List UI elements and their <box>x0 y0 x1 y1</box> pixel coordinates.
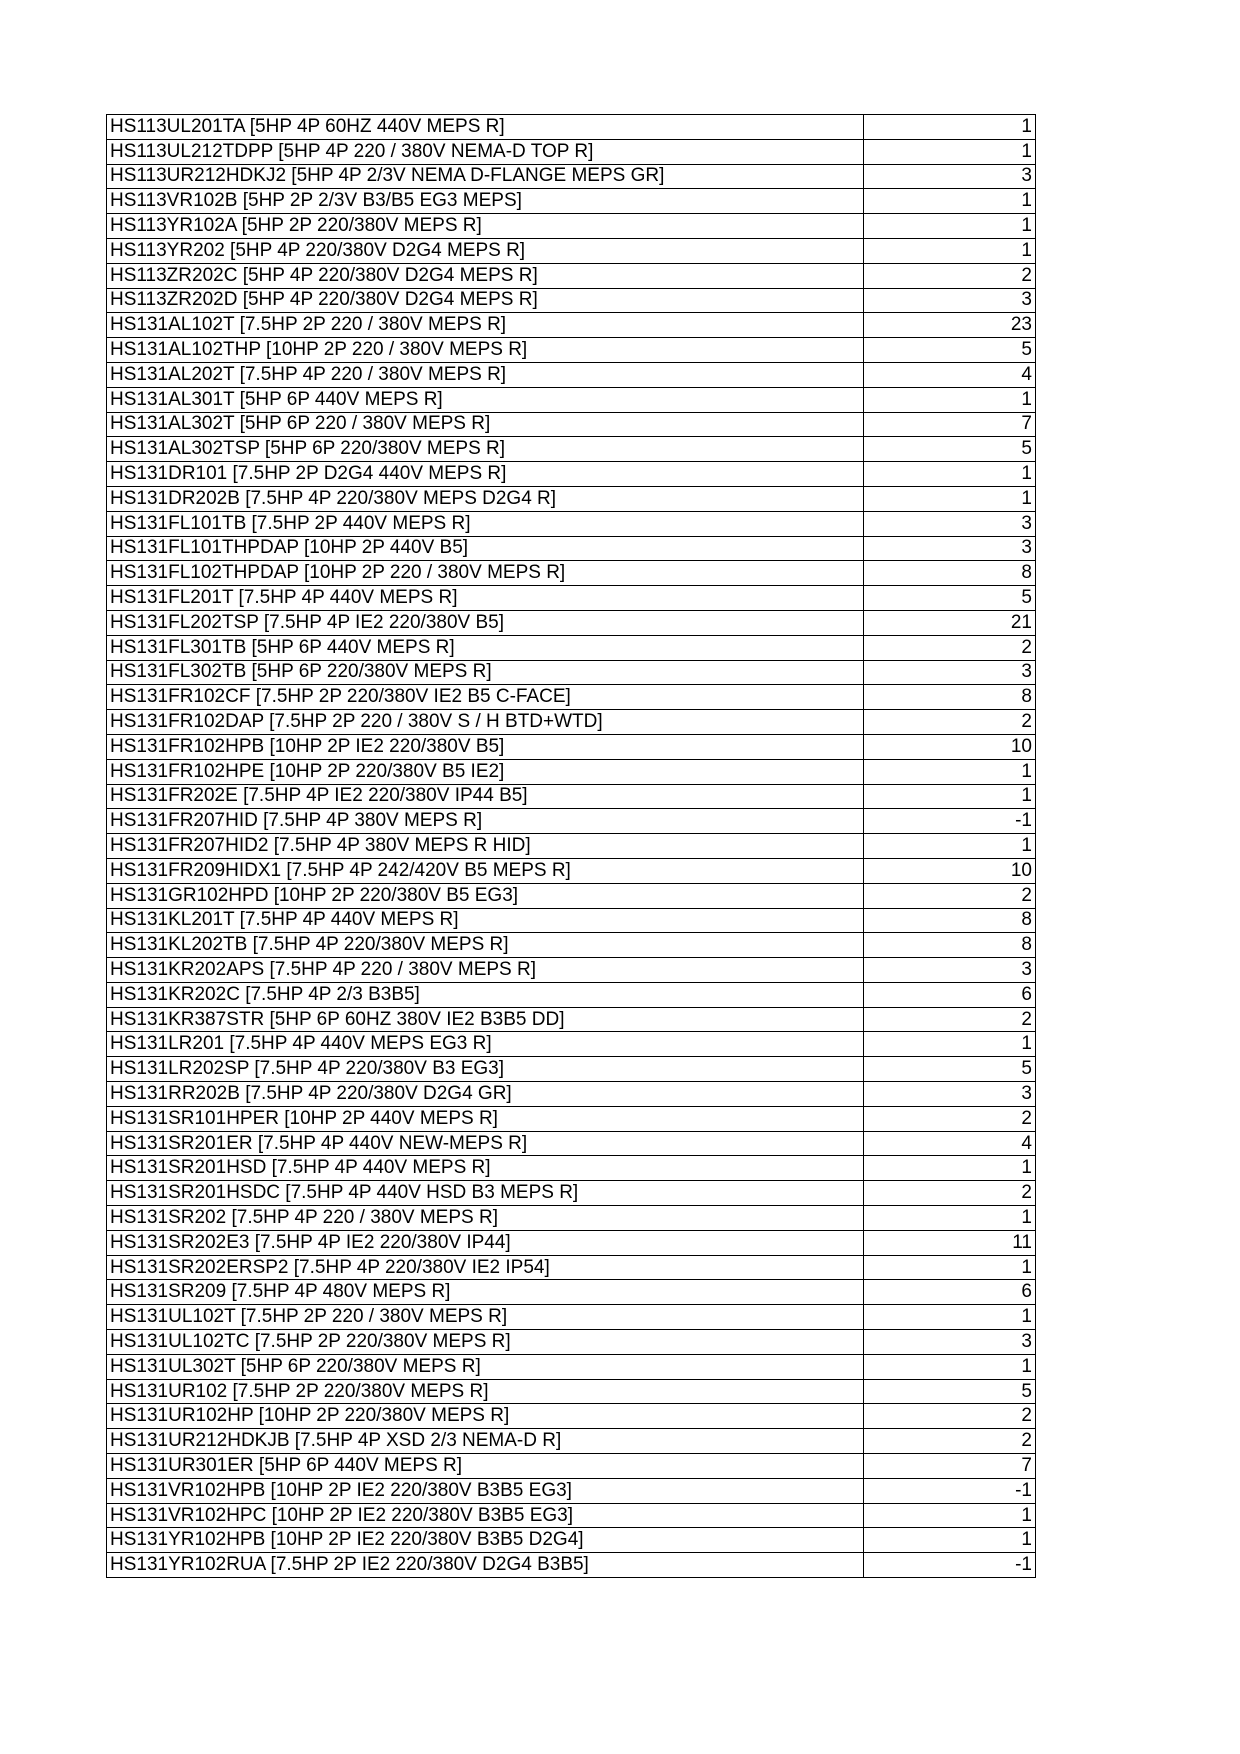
table-row <box>107 660 1036 685</box>
item-description-cell: HS131UR102HP [10HP 2P 220/380V MEPS R] <box>107 1404 864 1429</box>
item-quantity-cell: 1 <box>864 1354 1036 1379</box>
item-quantity-cell: 2 <box>864 1429 1036 1454</box>
item-description-cell: HS131UR102 [7.5HP 2P 220/380V MEPS R] <box>107 1379 864 1404</box>
item-quantity-cell: 10 <box>864 734 1036 759</box>
table-row <box>107 1106 1036 1131</box>
item-description-cell: HS131UR301ER [5HP 6P 440V MEPS R] <box>107 1454 864 1479</box>
item-quantity-cell: 11 <box>864 1230 1036 1255</box>
item-description-cell: HS131GR102HPD [10HP 2P 220/380V B5 EG3] <box>107 883 864 908</box>
item-description-cell: HS131UR212HDKJB [7.5HP 4P XSD 2/3 NEMA-D R] <box>107 1429 864 1454</box>
item-quantity-cell: 1 <box>864 1032 1036 1057</box>
item-description-cell: HS131FR209HIDX1 [7.5HP 4P 242/420V B5 MEPS R] <box>107 858 864 883</box>
table-row <box>107 1156 1036 1181</box>
table-row <box>107 635 1036 660</box>
item-description-cell: HS131KR202APS [7.5HP 4P 220 / 380V MEPS R] <box>107 958 864 983</box>
item-description-cell: HS113VR102B [5HP 2P 2/3V B3/B5 EG3 MEPS] <box>107 189 864 214</box>
item-quantity-cell: 8 <box>864 908 1036 933</box>
item-quantity-cell: 1 <box>864 759 1036 784</box>
item-quantity-cell: 4 <box>864 1131 1036 1156</box>
item-description-cell: HS131FL202TSP [7.5HP 4P IE2 220/380V B5] <box>107 610 864 635</box>
table-row <box>107 710 1036 735</box>
table-row <box>107 313 1036 338</box>
table-row <box>107 1354 1036 1379</box>
table-row <box>107 1032 1036 1057</box>
item-quantity-cell: 1 <box>864 462 1036 487</box>
item-quantity-cell: 1 <box>864 214 1036 239</box>
table-row <box>107 784 1036 809</box>
item-description-cell: HS131AL102T [7.5HP 2P 220 / 380V MEPS R] <box>107 313 864 338</box>
table-row <box>107 908 1036 933</box>
item-quantity-cell: 3 <box>864 958 1036 983</box>
inventory-table-body <box>107 115 1036 1578</box>
table-row <box>107 1553 1036 1578</box>
table-row <box>107 288 1036 313</box>
table-row <box>107 958 1036 983</box>
item-description-cell: HS131SR202ERSP2 [7.5HP 4P 220/380V IE2 IP54] <box>107 1255 864 1280</box>
item-quantity-cell: 8 <box>864 685 1036 710</box>
item-quantity-cell: 3 <box>864 660 1036 685</box>
table-row <box>107 1330 1036 1355</box>
item-quantity-cell: 10 <box>864 858 1036 883</box>
table-row <box>107 1206 1036 1231</box>
item-description-cell: HS131DR101 [7.5HP 2P D2G4 440V MEPS R] <box>107 462 864 487</box>
item-description-cell: HS131LR202SP [7.5HP 4P 220/380V B3 EG3] <box>107 1057 864 1082</box>
item-quantity-cell: 1 <box>864 1528 1036 1553</box>
item-description-cell: HS131FR102HPB [10HP 2P IE2 220/380V B5] <box>107 734 864 759</box>
table-row <box>107 511 1036 536</box>
item-description-cell: HS113UL201TA [5HP 4P 60HZ 440V MEPS R] <box>107 115 864 140</box>
table-row <box>107 933 1036 958</box>
table-row <box>107 610 1036 635</box>
table-row <box>107 809 1036 834</box>
table-row <box>107 1057 1036 1082</box>
table-row <box>107 338 1036 363</box>
item-description-cell: HS131VR102HPC [10HP 2P IE2 220/380V B3B5 EG3] <box>107 1503 864 1528</box>
table-row <box>107 462 1036 487</box>
item-quantity-cell: 5 <box>864 437 1036 462</box>
item-description-cell: HS131AL102THP [10HP 2P 220 / 380V MEPS R] <box>107 338 864 363</box>
item-description-cell: HS131FL302TB [5HP 6P 220/380V MEPS R] <box>107 660 864 685</box>
table-row <box>107 263 1036 288</box>
table-row <box>107 1478 1036 1503</box>
inventory-table <box>106 114 1036 1578</box>
item-description-cell: HS131AL301T [5HP 6P 440V MEPS R] <box>107 387 864 412</box>
item-quantity-cell: 2 <box>864 710 1036 735</box>
item-description-cell: HS131UL302T [5HP 6P 220/380V MEPS R] <box>107 1354 864 1379</box>
table-row <box>107 834 1036 859</box>
item-quantity-cell: 2 <box>864 1404 1036 1429</box>
table-row <box>107 139 1036 164</box>
item-description-cell: HS131UL102TC [7.5HP 2P 220/380V MEPS R] <box>107 1330 864 1355</box>
item-quantity-cell: 3 <box>864 164 1036 189</box>
table-row <box>107 214 1036 239</box>
item-quantity-cell: 3 <box>864 1082 1036 1107</box>
item-description-cell: HS113ZR202D [5HP 4P 220/380V D2G4 MEPS R] <box>107 288 864 313</box>
item-description-cell: HS131SR202E3 [7.5HP 4P IE2 220/380V IP44] <box>107 1230 864 1255</box>
item-quantity-cell: 2 <box>864 263 1036 288</box>
table-row <box>107 1454 1036 1479</box>
table-row <box>107 1007 1036 1032</box>
item-description-cell: HS131AL302T [5HP 6P 220 / 380V MEPS R] <box>107 412 864 437</box>
item-description-cell: HS131YR102HPB [10HP 2P IE2 220/380V B3B5 D2G4] <box>107 1528 864 1553</box>
item-description-cell: HS131FL301TB [5HP 6P 440V MEPS R] <box>107 635 864 660</box>
table-row <box>107 362 1036 387</box>
item-quantity-cell: -1 <box>864 1478 1036 1503</box>
item-description-cell: HS131FL201T [7.5HP 4P 440V MEPS R] <box>107 586 864 611</box>
table-row <box>107 883 1036 908</box>
item-quantity-cell: 6 <box>864 1280 1036 1305</box>
item-description-cell: HS131FL102THPDAP [10HP 2P 220 / 380V MEPS R] <box>107 561 864 586</box>
table-row <box>107 1379 1036 1404</box>
table-row <box>107 189 1036 214</box>
item-quantity-cell: 2 <box>864 1181 1036 1206</box>
table-row <box>107 586 1036 611</box>
table-row <box>107 982 1036 1007</box>
table-row <box>107 536 1036 561</box>
item-quantity-cell: 4 <box>864 362 1036 387</box>
table-row <box>107 1255 1036 1280</box>
table-row <box>107 759 1036 784</box>
item-quantity-cell: 5 <box>864 1379 1036 1404</box>
item-quantity-cell: 1 <box>864 1156 1036 1181</box>
item-quantity-cell: 8 <box>864 933 1036 958</box>
item-description-cell: HS131AL302TSP [5HP 6P 220/380V MEPS R] <box>107 437 864 462</box>
item-quantity-cell: 1 <box>864 387 1036 412</box>
item-quantity-cell: 5 <box>864 338 1036 363</box>
table-row <box>107 486 1036 511</box>
item-description-cell: HS131DR202B [7.5HP 4P 220/380V MEPS D2G4 R] <box>107 486 864 511</box>
item-quantity-cell: 3 <box>864 288 1036 313</box>
item-quantity-cell: 3 <box>864 536 1036 561</box>
item-description-cell: HS131KL202TB [7.5HP 4P 220/380V MEPS R] <box>107 933 864 958</box>
item-description-cell: HS113YR102A [5HP 2P 220/380V MEPS R] <box>107 214 864 239</box>
item-quantity-cell: 2 <box>864 635 1036 660</box>
item-quantity-cell: 1 <box>864 139 1036 164</box>
item-quantity-cell: 5 <box>864 586 1036 611</box>
table-row <box>107 561 1036 586</box>
item-description-cell: HS131FR102DAP [7.5HP 2P 220 / 380V S / H BTD+WTD] <box>107 710 864 735</box>
item-description-cell: HS131SR201HSD [7.5HP 4P 440V MEPS R] <box>107 1156 864 1181</box>
table-row <box>107 1429 1036 1454</box>
table-row <box>107 387 1036 412</box>
item-quantity-cell: 3 <box>864 1330 1036 1355</box>
item-description-cell: HS131RR202B [7.5HP 4P 220/380V D2G4 GR] <box>107 1082 864 1107</box>
item-description-cell: HS131FL101TB [7.5HP 2P 440V MEPS R] <box>107 511 864 536</box>
item-description-cell: HS113YR202 [5HP 4P 220/380V D2G4 MEPS R] <box>107 238 864 263</box>
item-description-cell: HS131KR387STR [5HP 6P 60HZ 380V IE2 B3B5 DD] <box>107 1007 864 1032</box>
table-row <box>107 1280 1036 1305</box>
item-quantity-cell: 1 <box>864 238 1036 263</box>
table-row <box>107 1404 1036 1429</box>
item-description-cell: HS131FR207HID [7.5HP 4P 380V MEPS R] <box>107 809 864 834</box>
item-quantity-cell: 5 <box>864 1057 1036 1082</box>
item-quantity-cell: -1 <box>864 1553 1036 1578</box>
item-description-cell: HS131SR201ER [7.5HP 4P 440V NEW-MEPS R] <box>107 1131 864 1156</box>
item-description-cell: HS131FL101THPDAP [10HP 2P 440V B5] <box>107 536 864 561</box>
table-row <box>107 164 1036 189</box>
item-quantity-cell: 1 <box>864 1305 1036 1330</box>
table-row <box>107 238 1036 263</box>
item-quantity-cell: 8 <box>864 561 1036 586</box>
item-quantity-cell: 6 <box>864 982 1036 1007</box>
table-row <box>107 412 1036 437</box>
item-description-cell: HS131UL102T [7.5HP 2P 220 / 380V MEPS R] <box>107 1305 864 1330</box>
item-description-cell: HS131FR207HID2 [7.5HP 4P 380V MEPS R HID] <box>107 834 864 859</box>
item-description-cell: HS131AL202T [7.5HP 4P 220 / 380V MEPS R] <box>107 362 864 387</box>
table-row <box>107 685 1036 710</box>
item-description-cell: HS131FR202E [7.5HP 4P IE2 220/380V IP44 B5] <box>107 784 864 809</box>
item-description-cell: HS131LR201 [7.5HP 4P 440V MEPS EG3 R] <box>107 1032 864 1057</box>
table-row <box>107 858 1036 883</box>
table-row <box>107 437 1036 462</box>
item-description-cell: HS131SR202 [7.5HP 4P 220 / 380V MEPS R] <box>107 1206 864 1231</box>
item-quantity-cell: 1 <box>864 1255 1036 1280</box>
item-description-cell: HS131SR101HPER [10HP 2P 440V MEPS R] <box>107 1106 864 1131</box>
table-row <box>107 1082 1036 1107</box>
table-row <box>107 1305 1036 1330</box>
item-quantity-cell: 2 <box>864 883 1036 908</box>
table-row <box>107 1230 1036 1255</box>
item-quantity-cell: 3 <box>864 511 1036 536</box>
item-description-cell: HS113UR212HDKJ2 [5HP 4P 2/3V NEMA D-FLANGE MEPS GR] <box>107 164 864 189</box>
item-quantity-cell: 1 <box>864 834 1036 859</box>
item-description-cell: HS131KR202C [7.5HP 4P 2/3 B3B5] <box>107 982 864 1007</box>
table-row <box>107 1131 1036 1156</box>
item-quantity-cell: 1 <box>864 486 1036 511</box>
item-description-cell: HS131VR102HPB [10HP 2P IE2 220/380V B3B5 EG3] <box>107 1478 864 1503</box>
item-description-cell: HS131YR102RUA [7.5HP 2P IE2 220/380V D2G4 B3B5] <box>107 1553 864 1578</box>
table-row <box>107 1503 1036 1528</box>
item-quantity-cell: 2 <box>864 1106 1036 1131</box>
item-quantity-cell: -1 <box>864 809 1036 834</box>
item-quantity-cell: 1 <box>864 784 1036 809</box>
item-quantity-cell: 7 <box>864 412 1036 437</box>
item-quantity-cell: 21 <box>864 610 1036 635</box>
item-description-cell: HS131KL201T [7.5HP 4P 440V MEPS R] <box>107 908 864 933</box>
item-description-cell: HS131FR102HPE [10HP 2P 220/380V B5 IE2] <box>107 759 864 784</box>
item-quantity-cell: 23 <box>864 313 1036 338</box>
item-description-cell: HS113UL212TDPP [5HP 4P 220 / 380V NEMA-D TOP R] <box>107 139 864 164</box>
table-row <box>107 1528 1036 1553</box>
item-description-cell: HS113ZR202C [5HP 4P 220/380V D2G4 MEPS R] <box>107 263 864 288</box>
table-row <box>107 1181 1036 1206</box>
item-quantity-cell: 2 <box>864 1007 1036 1032</box>
item-quantity-cell: 1 <box>864 1503 1036 1528</box>
item-description-cell: HS131FR102CF [7.5HP 2P 220/380V IE2 B5 C-FACE] <box>107 685 864 710</box>
item-description-cell: HS131SR209 [7.5HP 4P 480V MEPS R] <box>107 1280 864 1305</box>
table-row <box>107 734 1036 759</box>
item-quantity-cell: 1 <box>864 189 1036 214</box>
table-row <box>107 115 1036 140</box>
item-quantity-cell: 7 <box>864 1454 1036 1479</box>
item-quantity-cell: 1 <box>864 115 1036 140</box>
item-quantity-cell: 1 <box>864 1206 1036 1231</box>
item-description-cell: HS131SR201HSDC [7.5HP 4P 440V HSD B3 MEPS R] <box>107 1181 864 1206</box>
